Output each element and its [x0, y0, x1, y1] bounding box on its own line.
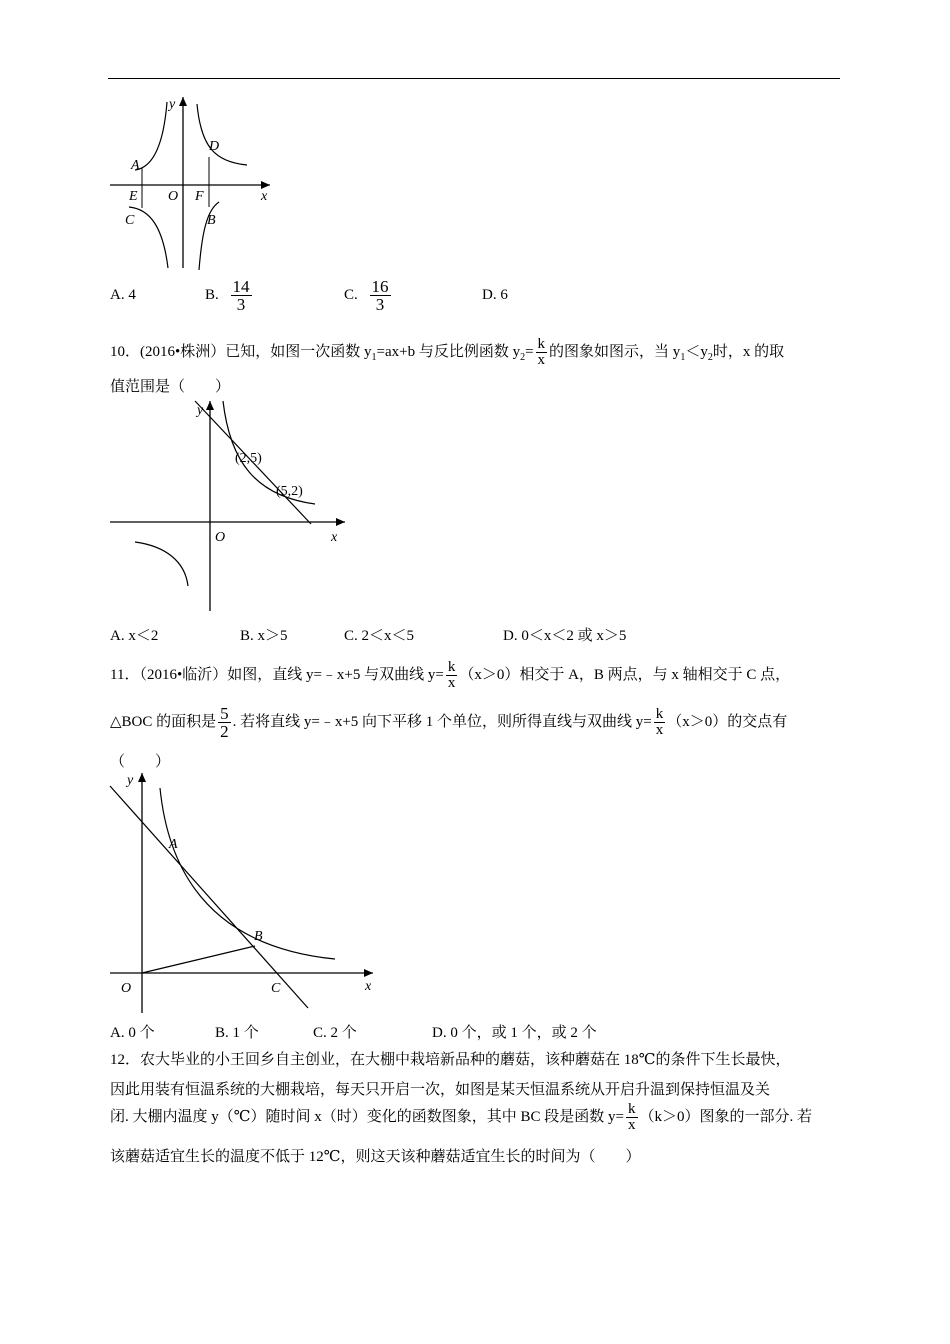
- q12-line3: [110, 1102, 812, 1133]
- q9-option-c-den: 3: [370, 295, 391, 313]
- q11-label-y: y: [127, 773, 134, 788]
- q9-option-c: [344, 278, 393, 313]
- q9-label-f: F: [195, 189, 204, 204]
- q10-stem-line2: 值范围是（ ）: [110, 379, 231, 395]
- q10-text-5: ＜y: [685, 343, 708, 360]
- q12-frac-den: x: [628, 1117, 636, 1133]
- q12-text-1: 闭. 大棚内温度 y（℃）随时间 x（时）变化的函数图象，其中 BC 段是函数 y=: [110, 1108, 625, 1125]
- q11-frac2-den: x: [655, 722, 664, 738]
- q10-stem-line1: [110, 337, 784, 368]
- q11-text-1: 11．（2016•临沂）如图，直线 y=﹣x+5 与双曲线 y=: [110, 666, 444, 683]
- q10-frac-num: k: [537, 336, 546, 352]
- q9-label-o: O: [168, 189, 179, 204]
- q10-text-6: 时，x 的取: [712, 343, 785, 360]
- q10-text-3: =: [525, 343, 534, 360]
- q12-frac-num: k: [628, 1101, 636, 1117]
- q10-label-o: O: [215, 530, 226, 545]
- q12-fraction: [626, 1102, 638, 1133]
- q11-option-c: C. 2 个: [313, 1025, 357, 1041]
- q11-frac-num: k: [447, 659, 456, 675]
- q9-option-b-prefix: B.: [205, 287, 219, 303]
- q10-option-d: D. 0＜x＜2 或 x＞5: [503, 628, 627, 644]
- q11-label-o: O: [121, 981, 132, 996]
- q10-option-c: C. 2＜x＜5: [344, 628, 415, 644]
- q12-line2: 因此用装有恒温系统的大棚栽培，每天只开启一次，如图是某天恒温系统从开启升温到保持恒温及关: [110, 1082, 771, 1098]
- q9-label-d: D: [209, 139, 220, 154]
- q11-stem-line1: [110, 660, 790, 691]
- q11-frac2-num: k: [655, 706, 664, 722]
- q11-stem-line3: （ ）: [110, 754, 171, 770]
- q9-option-c-prefix: C.: [344, 287, 358, 303]
- q11-option-b: B. 1 个: [215, 1025, 259, 1041]
- q10-option-a: A. x＜2: [110, 628, 159, 644]
- q10-text-2: =ax+b 与反比例函数 y: [376, 343, 521, 360]
- q9-label-b: B: [207, 213, 216, 228]
- q9-label-e: E: [129, 189, 138, 204]
- q10-fraction: [536, 337, 548, 368]
- q11-text-3: △BOC 的面积是: [110, 713, 217, 730]
- q10-sub-1: 1: [371, 351, 377, 363]
- q12-line4: 该蘑菇适宜生长的温度不低于 12℃，则这天该种蘑菇适宜生长的时间为（ ）: [110, 1149, 641, 1165]
- q11-option-a: A. 0 个: [110, 1025, 155, 1041]
- q10-option-b: B. x＞5: [240, 628, 288, 644]
- q10-text-4: 的图象如图示，当 y: [549, 343, 681, 360]
- q9-option-c-fraction: [370, 278, 391, 313]
- q9-label-a: A: [131, 158, 140, 173]
- q9-label-y: y: [169, 97, 176, 112]
- q11-fraction-2: [654, 707, 666, 738]
- q12-line1: 12．农大毕业的小王回乡自主创业，在大棚中栽培新品种的蘑菇，该种蘑菇在 18℃的条件下生长最快，: [110, 1052, 791, 1068]
- q11-label-b: B: [254, 929, 263, 944]
- q10-sub-3: 1: [680, 351, 686, 363]
- q11-text-4: . 若将直线 y=﹣x+5 向下平移 1 个单位，则所得直线与双曲线 y=: [232, 713, 652, 730]
- q11-label-c: C: [271, 981, 281, 996]
- q9-option-b-fraction: [231, 278, 252, 313]
- q11-stem-line2: [110, 705, 787, 740]
- header-rule: [108, 78, 840, 79]
- q9-option-c-num: 16: [371, 277, 389, 296]
- q12-text-2: （k＞0）图象的一部分. 若: [639, 1108, 813, 1125]
- q11-text-2: （x＞0）相交于 A，B 两点，与 x 轴相交于 C 点，: [459, 666, 791, 683]
- q10-sub-2: 2: [520, 351, 526, 363]
- q9-option-d: D. 6: [482, 287, 508, 303]
- q9-graph: [105, 92, 285, 272]
- q9-option-b-den: 3: [231, 295, 252, 313]
- q10-frac-den: x: [537, 352, 546, 368]
- q10-label-x: x: [331, 530, 338, 545]
- q10-label-y: y: [197, 403, 204, 418]
- q11-area-fraction: [218, 705, 231, 740]
- q11-text-5: （x＞0）的交点有: [667, 713, 788, 730]
- q9-option-b: [205, 278, 254, 313]
- q11-area-den: 2: [220, 722, 229, 741]
- q10-text-1: 10．(2016•株洲）已知，如图一次函数 y: [110, 343, 372, 360]
- q10-graph: [105, 396, 355, 616]
- q10-sub-4: 2: [707, 351, 713, 363]
- q11-label-x: x: [365, 979, 372, 994]
- q9-label-c: C: [125, 213, 135, 228]
- q9-label-x: x: [261, 189, 268, 204]
- q11-frac-den: x: [447, 675, 456, 691]
- q9-option-b-num: 14: [232, 277, 250, 296]
- q11-area-num: 5: [220, 704, 229, 723]
- q9-option-a: A. 4: [110, 287, 136, 303]
- q11-option-d: D. 0 个，或 1 个，或 2 个: [432, 1025, 597, 1041]
- q11-graph: [105, 768, 385, 1018]
- q10-label-p1: (2,5): [235, 451, 262, 466]
- q11-label-a: A: [169, 837, 178, 852]
- q10-label-p2: (5,2): [276, 484, 303, 499]
- q11-fraction-1: [446, 660, 458, 691]
